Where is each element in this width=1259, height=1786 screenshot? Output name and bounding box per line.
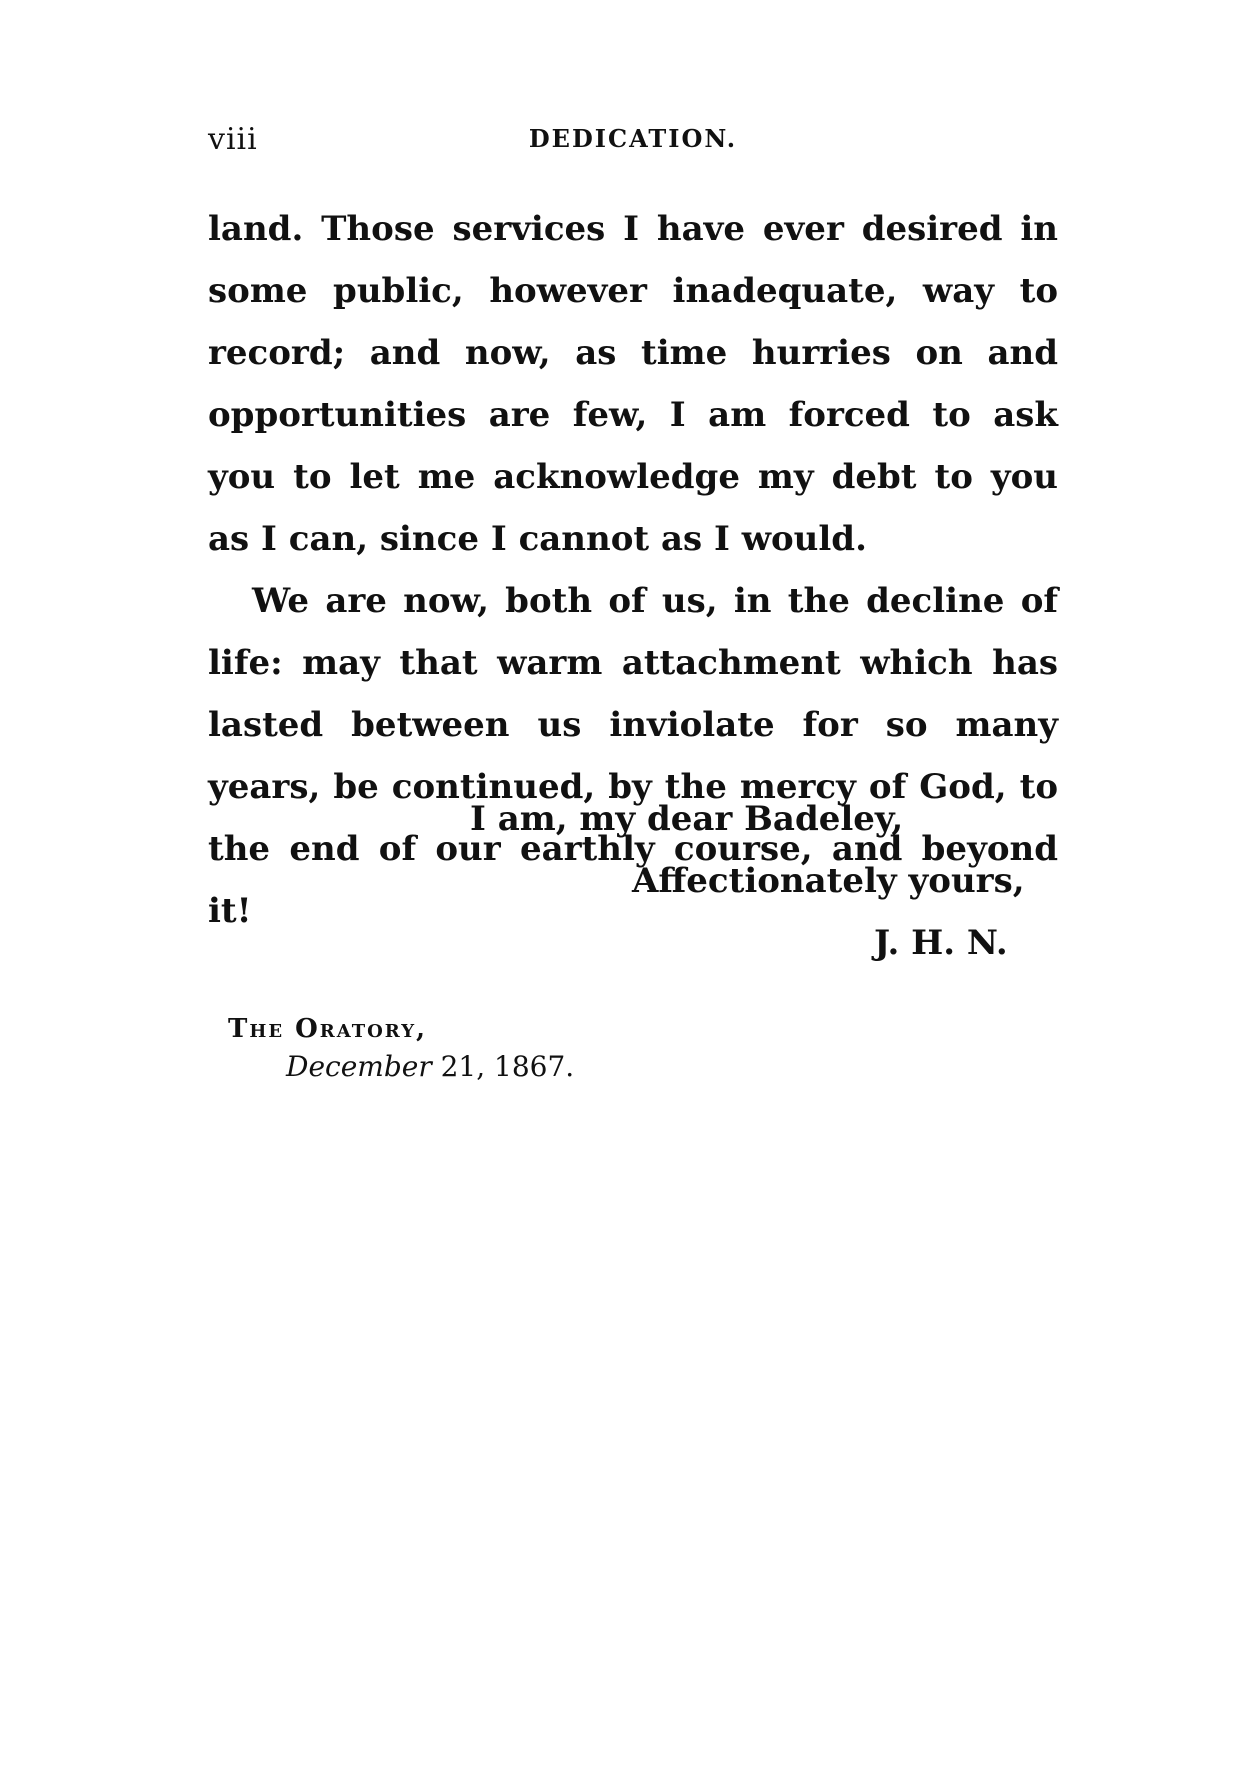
closing-signature: J. H. N. <box>874 923 1008 963</box>
running-head <box>208 118 1058 158</box>
page-header-title: DEDICATION. <box>528 124 738 153</box>
page-number: viii <box>208 122 258 157</box>
dedication-paragraph-2: We are now, both of us, in the decline of life: may that warm attachment which has lasted between us inviolate for so many years, be continued, by the mercy of God, to the end of our earthly course, and beyond it! <box>208 581 1058 931</box>
dateline-month: December <box>286 1050 432 1083</box>
dateline-date <box>286 1048 574 1086</box>
dedication-paragraph-1: land. Those services I have ever desired in some public, however inadequate, way to record; and now, as time hurries on and opportunities are few, I am forced to ask you to let me acknowledge my debt to you as I can, since I cannot as I would. <box>208 209 1058 559</box>
dateline-place: The Oratory, <box>228 1014 428 1044</box>
dedication-body <box>208 198 1058 963</box>
dateline <box>228 1010 574 1086</box>
closing-valediction: Affectionately yours, <box>632 861 1025 901</box>
dateline-day-year: 21, 1867. <box>440 1050 575 1083</box>
closing-salutation: I am, my dear Badeley, <box>470 799 904 839</box>
